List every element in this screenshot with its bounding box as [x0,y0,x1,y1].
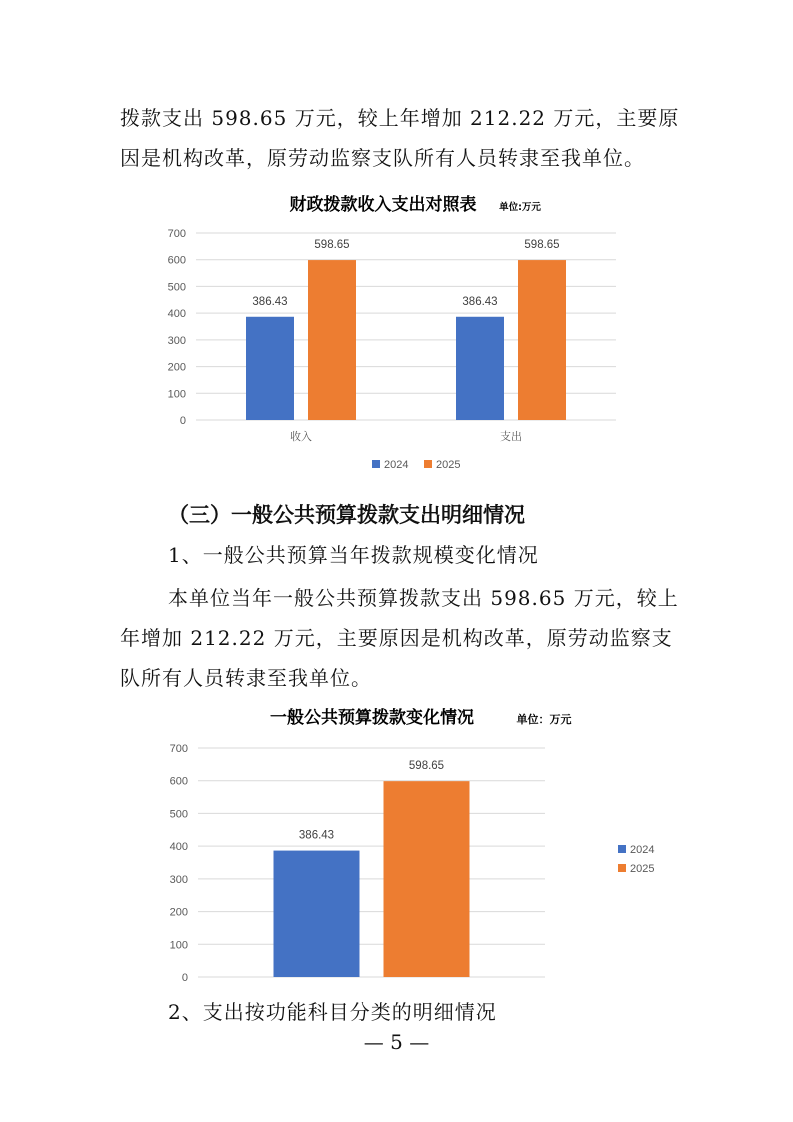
y-tick-label: 200 [169,906,188,919]
subsection-1: 1、一般公共预算当年拨款规模变化情况 [168,543,539,567]
data-label: 386.43 [252,295,288,308]
y-tick-label: 600 [169,775,188,788]
y-tick-label: 700 [167,228,186,240]
y-tick-label: 100 [169,939,188,952]
data-label: 598.65 [314,239,350,252]
section-heading: （三）一般公共预算拨款支出明细情况 [168,502,525,527]
data-label: 386.43 [298,829,335,842]
legend-swatch [618,845,626,853]
data-label: 386.43 [462,295,498,308]
chart2-title: 一般公共预算拨款变化情况 [270,708,474,728]
bar-2024 [274,851,360,977]
y-tick-label: 300 [169,873,188,886]
legend-label: 2025 [630,863,655,875]
budget-paragraph: 本单位当年一般公共预算拨款支出 598.65 万元，较上年增加 212.22 万元，主要原因是机构改革，原劳动监察支队所有人员转隶至我单位。 [120,586,679,690]
subsection-2: 2、支出按功能科目分类的明细情况 [168,1000,497,1024]
intro-paragraph: 拨款支出 598.65 万元，较上年增加 212.22 万元，主要原因是机构改革，原劳动监察支队所有人员转隶至我单位。 [120,106,680,170]
y-tick-label: 500 [169,808,188,821]
legend-label: 2024 [384,459,409,471]
y-tick-label: 700 [169,743,188,755]
y-tick-label: 600 [167,254,186,267]
chart1-title: 财政拨款收入支出对照表 [289,195,477,215]
category-label: 支出 [500,431,522,443]
y-tick-label: 400 [167,308,186,321]
y-tick-label: 0 [179,415,186,427]
category-label: 收入 [290,431,312,443]
y-tick-label: 400 [169,841,188,854]
y-tick-label: 100 [167,388,186,401]
chart1-unit: 单位:万元 [499,202,541,213]
y-tick-label: 500 [167,281,186,294]
data-label: 598.65 [524,239,560,252]
legend-label: 2024 [630,844,655,856]
legend-label: 2025 [436,459,461,471]
y-tick-label: 0 [181,972,188,984]
bar-2025 [384,781,470,977]
chart2-unit: 单位：万元 [516,713,572,726]
y-tick-label: 300 [167,334,186,347]
legend-swatch [618,864,626,872]
y-tick-label: 200 [167,361,186,374]
data-label: 598.65 [408,760,445,773]
page-number: — 5 — [363,1030,430,1054]
